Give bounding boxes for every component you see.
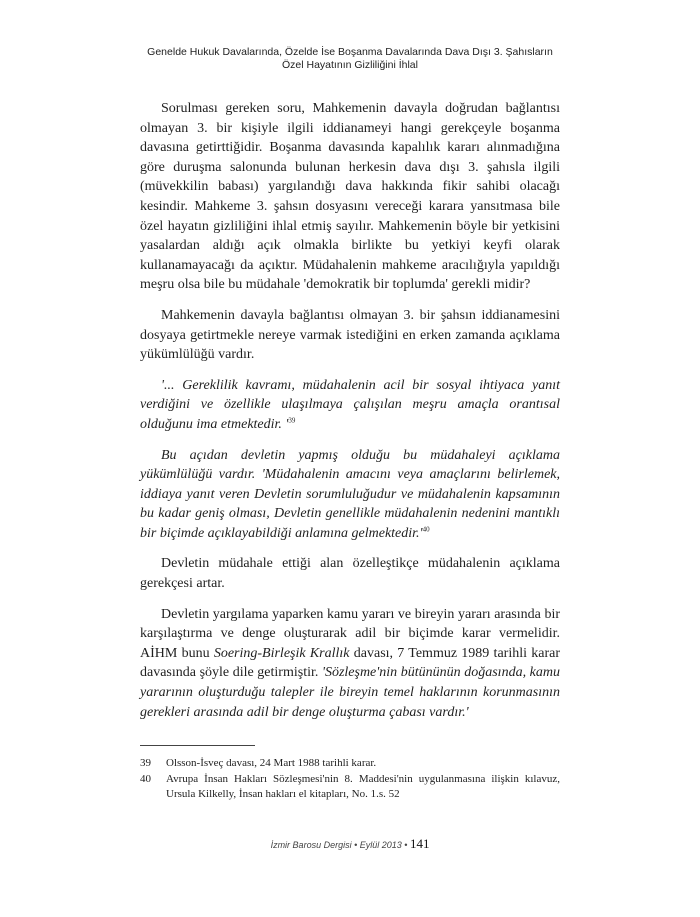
footnote-ref-39[interactable]: 39: [288, 416, 296, 425]
quote-2-text: Bu açıdan devletin yapmış olduğu bu müdahaleyi açıklama yükümlülüğü vardır. 'Müdahalenin amacını veya amaçlarını belirlemek, iddiaya yanıt veren Devletin sorumluluğudur ve müdahalenin kapsamının bu kadar geniş olması, Devletin genellikle müdahalenin nedenini mantıklı bir biçimde açıklayabildiği anlamına gelmektedir.': [140, 447, 560, 541]
footnote-ref-40[interactable]: 40: [422, 525, 430, 534]
quote-1-text: '... Gereklilik kavramı, müdahalenin acil bir sosyal ihtiyaca yanıt verdiğini ve özellikle ulaşılmaya çalışılan meşru amaçla orantısal olduğunu ima etmektedir. ': [140, 377, 560, 432]
paragraph-4-part-b: davası, 7 Temmuz 1989 tarihli karar davasında şöyle dile getirmiştir.: [140, 645, 560, 681]
quote-1: [140, 376, 560, 435]
footnote-text: Olsson-İsveç davası, 24 Mart 1988 tarihli karar.: [166, 757, 377, 769]
main-text: [140, 99, 560, 733]
running-header-line-1: Genelde Hukuk Davalarında, Özelde İse Boşanma Davalarında Dava Dışı 3. Şahısların: [147, 46, 553, 58]
paragraph-4: [140, 605, 560, 723]
footnote-text: Avrupa İnsan Hakları Sözleşmesi'nin 8. Maddesi'nin uygulanmasına ilişkin kılavuz, Ursula Kilkelly, İnsan hakları el kitapları, No. 1.s. 52: [166, 772, 560, 800]
page-number: 141: [409, 836, 430, 851]
paragraph-2: Mahkemenin davayla bağlantısı olmayan 3. bir şahsın iddianamesini dosyaya getirtmekle nereye varmak istediğini en erken zamanda açıklama yükümlülüğü vardır.: [140, 307, 560, 363]
footnotes: [140, 756, 560, 803]
paragraph-4-part-a: Devletin yargılama yaparken kamu yararı ve bireyin yararı arasında bir karşılaştırma ve denge oluşturarak adil bir biçimde karar vermelidir. AİHM bunu: [140, 606, 560, 661]
footnote-item: [140, 772, 560, 803]
paragraph-3: Devletin müdahale ettiği alan özelleştikçe müdahalenin açıklama gerekçesi artar.: [140, 556, 560, 592]
footnote-item: [140, 756, 560, 772]
running-header-line-2: Özel Hayatının Gizliliğini İhlal: [282, 59, 418, 71]
footnote-number: 40: [140, 772, 151, 785]
page-footer: [0, 836, 700, 852]
case-name: Soering-Birleşik Krallık: [213, 645, 350, 661]
quote-2: [140, 446, 560, 544]
court-quote: 'Sözleşme'nin bütününün doğasında, kamu yararının oluşturduğu talepler ile bireyin temel haklarının korunmasının gerekleri arasında adil bir denge oluşturma çabası vardır.': [140, 665, 560, 720]
footnote-number: 39: [140, 757, 151, 769]
footnote-separator: [140, 745, 255, 746]
paragraph-1: Sorulması gereken soru, Mahkemenin davayla doğrudan bağlantısı olmayan 3. bir kişiyle ilgili iddianameyi hangi gerekçeyle boşanma davasına getirttiğidir. Boşanma davasında kapalılık kararı alınmadığına göre duruşma salonunda bulunan herkesin dava dışı 3. şahısla ilgili (müvekkilin babası) yargılandığı dava hakkında fikir sahibi olacağı kesindir. Mahkeme 3. şahsın dosyasını vereceği karara yansıtmasa bile özel hayatın gizliliğini ihlal etmiş sayılır. Mahkemenin böyle bir yetkisini yasalardan aldığı açık olmakla birlikte bu yetkiyi keyfi olarak kullanamayacağı da açıktır. Müdahalenin mahkeme aracılığıyla yapıldığı meşru olsa bile bu müdahale 'demokratik bir toplumda' gerekli midir?: [140, 101, 560, 293]
journal-name: İzmir Barosu Dergisi • Eylül 2013 •: [270, 840, 408, 850]
